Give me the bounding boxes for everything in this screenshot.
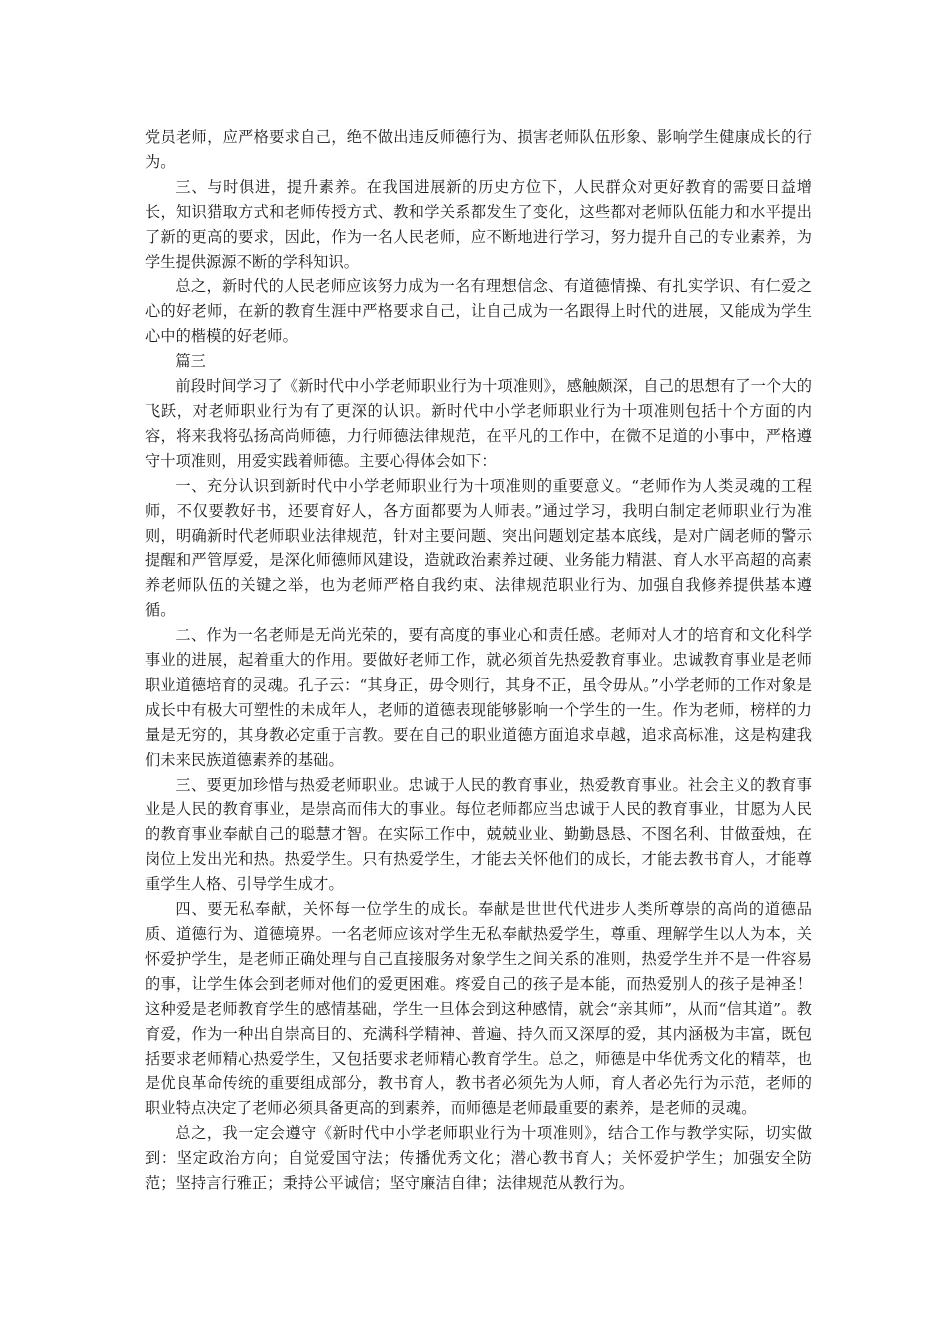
paragraph-summary: 总之，新时代的人民老师应该努力成为一名有理想信念、有道德情操、有扎实学识、有仁爱之心的好老师，在新的教育生涯中严格要求自己，让自己成为一名跟得上时代的进展，又能成为学生心中的楷模的好老师。 (145, 277, 812, 346)
paragraph-section-three: 三、与时俱进，提升素养。在我国进展新的历史方位下，人民群众对更好教育的需要日益增长，知识猎取方式和老师传授方式、教和学关系都发生了变化，这些都对老师队伍能力和水平提出了新的更高的要求，因此，作为一名人民老师，应不断地进行学习，努力提升自己的专业素养，为学生提供源源不断的学科知识。 (145, 177, 812, 271)
paragraph-continuation: 党员老师，应严格要求自己，绝不做出违反师德行为、损害老师队伍形象、影响学生健康成长的行为。 (145, 128, 812, 171)
paragraph-conclusion: 总之，我一定会遵守《新时代中小学老师职业行为十项准则》，结合工作与教学实际，切实做到：坚定政治方向；自觉爱国守法；传播优秀文化；潜心教书育人；关怀爱护学生；加强安全防范；坚持言行雅正；秉持公平诚信；坚守廉洁自律；法律规范从教行为。 (145, 1124, 812, 1193)
section-heading-part-three: 篇三 (175, 352, 206, 371)
paragraph-point-four: 四、要无私奉献，关怀每一位学生的成长。奉献是世世代代进步人类所尊崇的高尚的道德品质、道德行为、道德境界。一名老师应该对学生无私奉献热爱学生，尊重、理解学生以人为本，关怀爱护学生，是老师正确处理与自己直接服务对象学生之间关系的准则，热爱学生并不是一件容易的事，让学生体会到老师对他们的爱更困难。疼爱自己的孩子是本能，而热爱别人的孩子是神圣！这种爱是老师教育学生的感情基础，学生一旦体会到这种感情，就会“亲其师”，从而“信其道”。教育爱，作为一种出自崇高目的、充满科学精神、普遍、持久而又深厚的爱，其内涵极为丰富，既包括要求老师精心热爱学生，又包括要求老师精心教育学生。总之，师德是中华优秀文化的精萃，也是优良革命传统的重要组成部分，教书育人，教书者必须先为人师，育人者必先行为示范，老师的职业特点决定了老师必须具备更高的到素养，而师德是老师最重要的素养，是老师的灵魂。 (145, 900, 812, 1118)
paragraph-intro: 前段时间学习了《新时代中小学老师职业行为十项准则》，感触颇深，自己的思想有了一个大的飞跃，对老师职业行为有了更深的认识。新时代中小学老师职业行为十项准则包括十个方面的内容，将来我将弘扬高尚师德，力行师德法律规范，在平凡的工作中，在微不足道的小事中，严格遵守十项准则，用爱实践着师德。主要心得体会如下： (145, 377, 812, 470)
paragraph-point-one: 一、充分认识到新时代中小学老师职业行为十项准则的重要意义。“老师作为人类灵魂的工程师，不仅要教好书，还要育好人，各方面都要为人师表。”通过学习，我明白制定老师职业行为准则，明确新时代老师职业法律规范，针对主要问题、突出问题划定基本底线，是对广阔老师的警示提醒和严管厚爱，是深化师德师风建设，造就政治素养过硬、业务能力精湛、育人水平高超的高素养老师队伍的关键之举，也为老师严格自我约束、法律规范职业行为、加强自我修养提供基本遵循。 (145, 476, 812, 620)
paragraph-point-three: 三、要更加珍惜与热爱老师职业。忠诚于人民的教育事业，热爱教育事业。社会主义的教育事业是人民的教育事业，是崇高而伟大的事业。每位老师都应当忠诚于人民的教育事业，甘愿为人民的教育事业奉献自己的聪慧才智。在实际工作中，兢兢业业、勤勤恳恳、不图名利、甘做蚕烛，在岗位上发出光和热。热爱学生。只有热爱学生，才能去关怀他们的成长，才能去教书育人，才能尊重学生人格、引导学生成才。 (145, 775, 812, 894)
paragraph-point-two: 二、作为一名老师是无尚光荣的，要有高度的事业心和责任感。老师对人才的培育和文化科学事业的进展，起着重大的作用。要做好老师工作，就必须首先热爱教育事业。忠诚教育事业是老师职业道德培育的灵魂。孔子云：“其身正，毋令则行，其身不正，虽令毋从。”小学老师的工作对象是成长中有极大可塑性的未成年人，老师的道德表现能够影响一个学生的一生。作为老师，榜样的力量是无穷的，其身教必定重于言教。要在自己的职业道德方面追求卓越，追求高标准，这是构建我们未来民族道德素养的基础。 (145, 626, 812, 769)
document-body (145, 125, 812, 1196)
